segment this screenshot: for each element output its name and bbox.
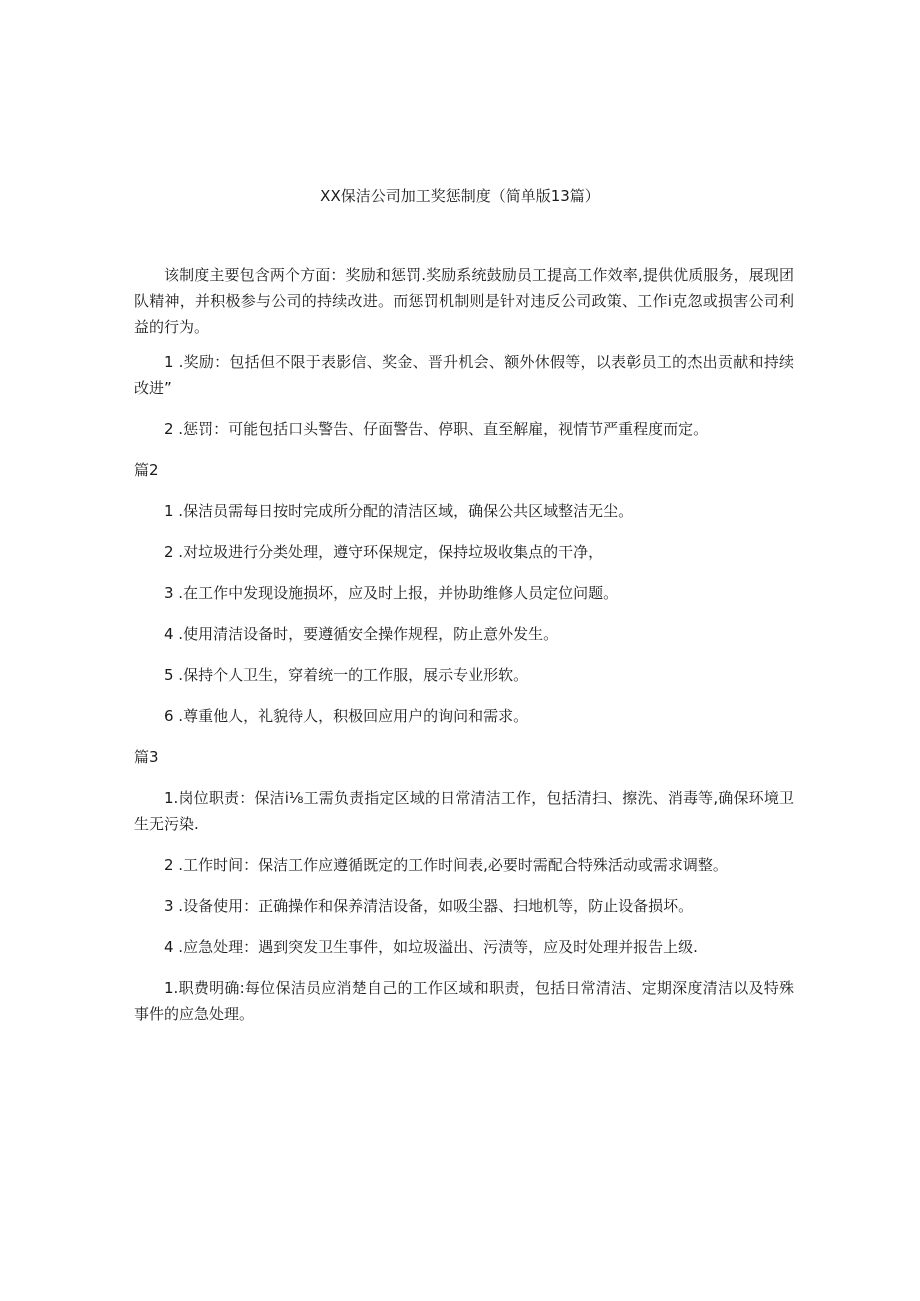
section-heading-3: 篇3: [134, 748, 159, 766]
section3-item-4: 4 .应急处理：遇到突发卫生事件，如垃圾溢出、污渍等，应及时处理并报告上级.: [164, 938, 698, 956]
section-heading-2: 篇2: [134, 461, 159, 479]
section2-item-4: 4 .使用清洁设备时，要遵循安全操作规程，防止意外发生。: [164, 625, 559, 643]
penalty-paragraph: 2 .惩罚：可能包括口头警告、仔面警告、停职、直至解雇，视情节严重程度而定。: [164, 420, 709, 438]
section3-item-1: 1.岗位职责：保洁i⅛工需负责指定区域的日常清洁工作，包括清扫、擦洗、消毒等,确保环境卫生无污染.: [134, 789, 794, 833]
section2-item-6: 6 .尊重他人，礼貌待人，积极回应用户的询问和需求。: [164, 707, 529, 725]
section3-item-2: 2 .工作时间：保洁工作应遵循既定的工作时间表,必要时需配合特殊活动或需求调整。: [164, 856, 728, 874]
section2-item-2: 2 .对垃圾进行分类处理，遵守环保规定，保持垃圾收集点的干净，: [164, 543, 604, 561]
document-body: [134, 262, 794, 1027]
section2-item-1: 1 .保洁员需每日按时完成所分配的清洁区域，确保公共区域整洁无尘。: [164, 502, 634, 520]
intro-paragraph: 该制度主要包含两个方面：奖励和惩罚.奖励系统鼓励员工提高工作效率,提供优质服务，展现团队精神，并积极参与公司的持续改进。而惩罚机制则是针对违反公司政策、工作i克忽或损害公司利益的行为。: [134, 266, 794, 336]
section2-item-3: 3 .在工作中发现设施损坏，应及时上报，并协助维修人员定位问题。: [164, 584, 619, 602]
section3-item-5: 1.职费明确:每位保洁员应消楚自己的工作区域和职责，包括日常清洁、定期深度清洁以及特殊事件的应急处理。: [134, 979, 794, 1023]
reward-paragraph: 1 .奖励：包括但不限于表影信、奖金、晋升机会、额外休假等，以表彰员工的杰出贡献和持续改进”: [134, 353, 794, 397]
section2-item-5: 5 .保持个人卫生，穿着统一的工作服，展示专业形软。: [164, 666, 529, 684]
document-title: XX保洁公司加工奖惩制度（简单版13篇）: [320, 187, 600, 205]
section3-item-3: 3 .设备使用：正确操作和保养清洁设备，如吸尘器、扫地机等，防止设备损坏。: [164, 897, 694, 915]
